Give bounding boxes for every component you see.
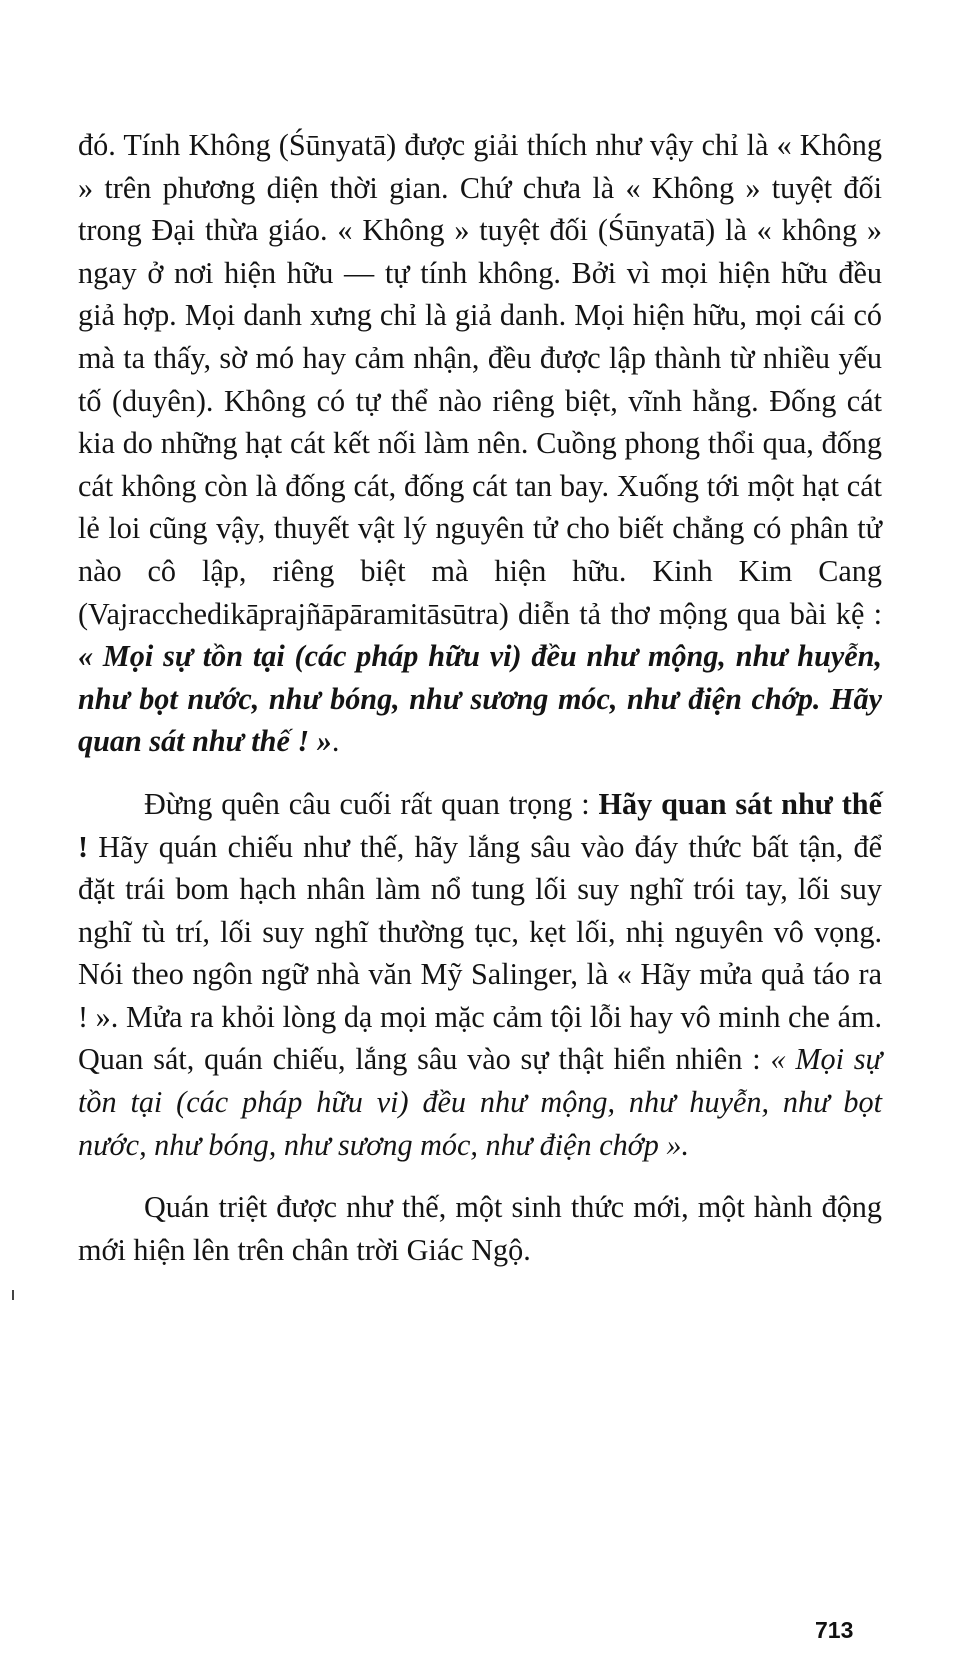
paragraph-2-emphasis: Hãy quan sát như thế !: [78, 786, 882, 864]
paragraph-3-text: Quán triệt được như thế, một sinh thức mới, một hành động mới hiện lên trên chân trời Giác Ngộ.: [78, 1190, 882, 1267]
paragraph-2-body: Hãy quán chiếu như thế, hãy lắng sâu vào đáy thức bất tận, để đặt trái bom hạch nhân làm nổ tung lối suy nghĩ trói tay, lối suy nghĩ tù trí, lối suy nghĩ thường tục, kẹt lối, nhị nguyên vô vọng. Nói theo ngôn ngữ nhà văn Mỹ Salinger, là « Hãy mửa quả táo ra ! ». Mửa ra khỏi lòng dạ mọi mặc cảm tội lỗi hay vô minh che ám. Quan sát, quán chiếu, lắng sâu vào sự thật hiển nhiên :: [78, 829, 882, 1077]
paragraph-1-end: .: [331, 724, 340, 759]
paragraph-2-quote: « Mọi sự tồn tại (các pháp hữu vi) đều như mộng, như huyễn, như bọt nước, như bóng, như sương móc, như điện chớp ».: [78, 1042, 882, 1162]
paragraph-1: [78, 124, 882, 763]
paragraph-2-lead: Đừng quên câu cuối rất quan trọng :: [144, 786, 599, 821]
scan-edge-mark: [12, 1290, 14, 1300]
paragraph-3: [78, 1186, 882, 1271]
page-body: [78, 124, 882, 1271]
sutra-verse-quote: « Mọi sự tồn tại (các pháp hữu vi) đều như mộng, như huyễn, như bọt nước, như bóng, như sương móc, như điện chớp. Hãy quan sát như thế ! »: [78, 639, 882, 759]
page-number: 713: [815, 1617, 854, 1643]
paragraph-2: [78, 783, 882, 1166]
paragraph-1-text: đó. Tính Không (Śūnyatā) được giải thích như vậy chỉ là « Không » trên phương diện thời gian. Chứ chưa là « Không » tuyệt đối trong Đại thừa giáo. « Không » tuyệt đối (Śūnyatā) là « không » ngay ở nơi hiện hữu — tự tính không. Bởi vì mọi hiện hữu đều giả hợp. Mọi danh xưng chỉ là giả danh. Mọi hiện hữu, mọi cái có mà ta thấy, sờ mó hay cảm nhận, đều được lập thành từ nhiều yếu tố (duyên). Không có tự thể nào riêng biệt, vĩnh hằng. Đống cát kia do những hạt cát kết nối làm nên. Cuồng phong thổi qua, đống cát không còn là đống cát, đống cát tan bay. Xuống tới một hạt cát lẻ loi cũng vậy, thuyết vật lý nguyên tử cho biết chẳng có phân tử nào cô lập, riêng biệt mà hiện hữu. Kinh Kim Cang (Vajracchedikāprajñāpāramitāsūtra) diễn tả thơ mộng qua bài kệ :: [78, 128, 882, 631]
